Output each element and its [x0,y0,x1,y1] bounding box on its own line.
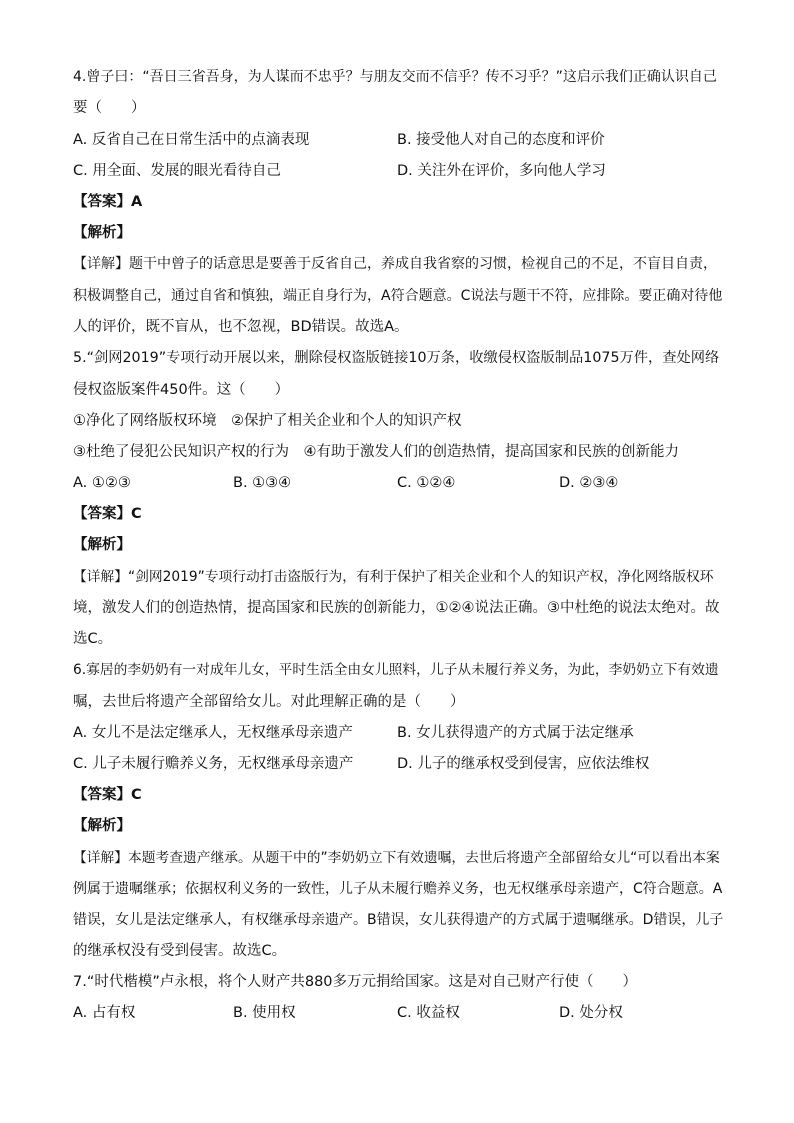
q5-answer: 【答案】C [73,506,142,522]
q4-stem-line2: 要（ ） [73,100,146,116]
q4-option-a: A. 反省自己在日常生活中的点滴表现 [73,132,310,148]
q4-stem-line1: 4.曾子曰：“吾日三省吾身，为人谋而不忠乎？与朋友交而不信乎？传不习乎？”这启示我们正确认识自己 [73,69,717,85]
q5-statements-line2: ③杜绝了侵犯公民知识产权的行为 ④有助于激发人们的创造热情，提高国家和民族的创新能力 [73,444,679,460]
q6-detail-line4: 的继承权没有受到侵害。故选C。 [73,943,287,959]
q5-stem-line2: 侵权盗版案件450件。这（ ） [73,382,290,398]
q7-stem-line1: 7.“时代楷模”卢永根，将个人财产共880多万元捐给国家。这是对自己财产行使（ ） [73,974,638,990]
q5-stem-line1: 5.“剑网2019”专项行动开展以来，删除侵权盗版链接10万条，收缴侵权盗版制品1075万件，查处网络 [73,350,720,366]
q4-option-b: B. 接受他人对自己的态度和评价 [397,132,605,148]
q6-stem-line2: 嘱，去世后将遗产全部留给女儿。对此理解正确的是（ ） [73,694,465,710]
q6-option-d: D. 儿子的继承权受到侵害，应依法维权 [397,756,650,772]
q7-option-b: B. 使用权 [233,1005,296,1021]
q4-detail-line2: 积极调整自己，通过自省和慎独，端正自身行为，A符合题意。C说法与题干不符，应排除。要正确对待他 [73,288,723,304]
q6-option-b: B. 女儿获得遗产的方式属于法定继承 [397,725,634,741]
q6-option-c: C. 儿子未履行赡养义务，无权继承母亲遗产 [73,756,354,772]
q7-option-d: D. 处分权 [559,1005,623,1021]
q6-option-a: A. 女儿不是法定继承人，无权继承母亲遗产 [73,725,353,741]
q4-option-d: D. 关注外在评价，多向他人学习 [397,163,606,179]
q5-detail-line2: 境，激发人们的创造热情，提高国家和民族的创新能力，①②④说法正确。③中杜绝的说法太绝对。故 [73,600,720,616]
q7-option-c: C. 收益权 [397,1005,460,1021]
q6-stem-line1: 6.寡居的李奶奶有一对成年儿女，平时生活全由女儿照料，儿子从未履行养义务，为此，李奶奶立下有效遗 [73,662,719,678]
q4-answer: 【答案】A [73,194,143,210]
q4-detail-line3: 人的评价，既不盲从，也不忽视，BD错误。故选A。 [73,319,409,335]
q5-option-c: C. ①②④ [397,475,456,491]
q5-detail-line1: 【详解】“剑网2019”专项行动打击盗版行为，有利于保护了相关企业和个人的知识产权，净化网络版权环 [73,569,714,585]
q5-option-d: D. ②③④ [559,475,619,491]
q5-option-b: B. ①③④ [233,475,292,491]
q5-analysis-label: 【解析】 [73,537,131,553]
q6-analysis-label: 【解析】 [73,818,131,834]
q6-detail-line1: 【详解】本题考查遗产继承。从题干中的”李奶奶立下有效遗嘱，去世后将遗产全部留给女儿“可以看出本案 [73,850,720,866]
q6-detail-line2: 例属于遗嘱继承；依据权利义务的一致性，儿子从未履行赡养义务，也无权继承母亲遗产，C符合题意。A [73,881,723,897]
q4-option-c: C. 用全面、发展的眼光看待自己 [73,163,281,179]
q6-answer: 【答案】C [73,787,142,803]
q7-option-a: A. 占有权 [73,1005,136,1021]
q4-detail-line1: 【详解】题干中曾子的话意思是要善于反省自己，养成自我省察的习惯，检视自己的不足，不盲目自责， [73,256,717,272]
q5-detail-line3: 选C。 [73,631,113,647]
q5-statements-line1: ①净化了网络版权环境 ②保护了相关企业和个人的知识产权 [73,413,462,429]
q4-analysis-label: 【解析】 [73,225,131,241]
q5-option-a: A. ①②③ [73,475,131,491]
q6-detail-line3: 错误，女儿是法定继承人，有权继承母亲遗产。B错误，女儿获得遗产的方式属于遗嘱继承。D错误，儿子 [73,912,724,928]
